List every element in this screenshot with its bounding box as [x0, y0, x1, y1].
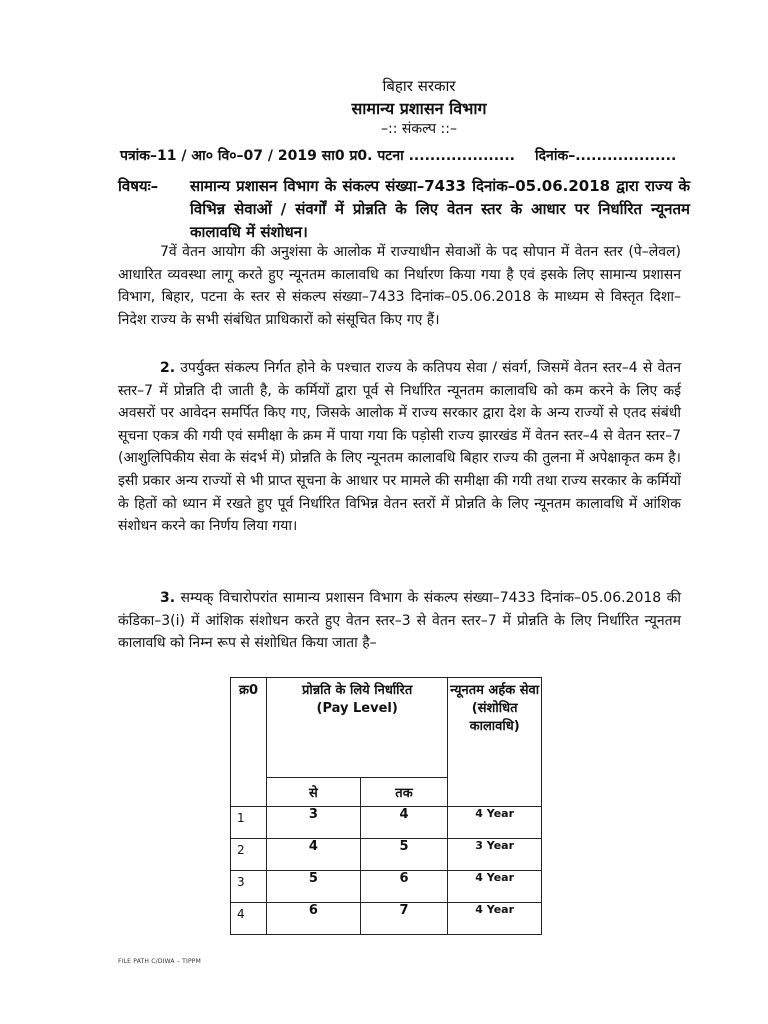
col-header-pay-level-sub: (Pay Level): [316, 701, 398, 716]
table-row: [231, 871, 542, 903]
paragraph-3-number: 3.: [160, 590, 176, 606]
col-header-qualifying-service: न्यूनतम अर्हक सेवा (संशोधित कालावधि): [448, 678, 542, 807]
row-years: 3 Year: [448, 839, 542, 871]
department-name: सामान्य प्रशासन विभाग: [351, 99, 487, 118]
row-to-level: 7: [360, 903, 448, 935]
reference-date: दिनांक–...................: [535, 148, 677, 164]
row-from-level: 6: [267, 903, 361, 935]
row-serial: 1: [231, 807, 267, 839]
subject-text: सामान्य प्रशासन विभाग के संकल्प संख्या–7433 दिनांक–05.06.2018 द्वारा राज्य के विभिन्न सेवाओं / संवर्गों में प्रोन्नति के लिए वेतन स्तर के आधार पर निर्धारित न्यूनतम कालावधि में संशोधन।: [190, 177, 690, 241]
resolution-heading: –:: संकल्प ::–: [381, 121, 457, 137]
col-header-from: से: [267, 778, 361, 807]
government-name: बिहार सरकार: [382, 77, 456, 95]
table-row: [231, 839, 542, 871]
paragraph-2: [118, 357, 681, 538]
col-header-pay-level: [267, 678, 448, 778]
row-serial: 3: [231, 871, 267, 903]
col-header-to: तक: [360, 778, 448, 807]
col-header-pay-level-title: प्रोन्नति के लिये निर्धारित: [302, 683, 413, 698]
row-serial: 4: [231, 903, 267, 935]
file-path-footer: FILE PATH C/DIWA – TIPPM: [118, 958, 201, 965]
promotion-period-table: [230, 677, 542, 935]
paragraph-1: 7वें वेतन आयोग की अनुशंसा के आलोक में राज्याधीन सेवाओं के पद सोपान में वेतन स्तर (पे–लेवल) आधारित व्यवस्था लागू करते हुए न्यूनतम कालावधि का निर्धारण किया गया है एवं इसके लिए सामान्य प्रशासन विभाग, बिहार, पटना के स्तर से संकल्प संख्या–7433 दिनांक–05.06.2018 के माध्यम से विस्तृत दिशा–निदेश राज्य के सभी संबंधित प्राधिकारों को संसूचित किए गए हैं।: [118, 244, 681, 328]
row-years: 4 Year: [448, 871, 542, 903]
row-to-level: 6: [360, 871, 448, 903]
row-serial: 2: [231, 839, 267, 871]
reference-line: [120, 146, 700, 165]
paragraph-3-text: सम्यक् विचारोपरांत सामान्य प्रशासन विभाग के संकल्प संख्या–7433 दिनांक–05.06.2018 की कंडिका–3(i) में आंशिक संशोधन करते हुए वेतन स्तर–3 से वेतन स्तर–7 में प्रोन्नति के लिए निर्धारित न्यूनतम कालावधि को निम्न रूप से संशोधित किया जाता है–: [118, 590, 681, 652]
paragraph-3: [118, 587, 681, 655]
row-to-level: 5: [360, 839, 448, 871]
row-years: 4 Year: [448, 807, 542, 839]
col-header-serial: क्र0: [231, 678, 267, 807]
table-row: [231, 807, 542, 839]
row-years: 4 Year: [448, 903, 542, 935]
row-from-level: 5: [267, 871, 361, 903]
row-from-level: 3: [267, 807, 361, 839]
paragraph-2-text: उपर्युक्त संकल्प निर्गत होने के पश्चात राज्य के कतिपय सेवा / संवर्ग, जिसमें वेतन स्तर–4 से वेतन स्तर–7 में प्रोन्नति दी जाती है, के कर्मियों द्वारा पूर्व से निर्धारित न्यूनतम कालावधि को कम करने के लिए कई अवसरों पर आवेदन समर्पित किए गए, जिसके आलोक में राज्य सरकार द्वारा देश के अन्य राज्यों से एतद संबंधी सूचना एकत्र की गयी एवं समीक्षा के क्रम में पाया गया कि पड़ोसी राज्य झारखंड में वेतन स्तर–4 से वेतन स्तर–7 (आशुलिपिकीय सेवा के संदर्भ में) प्रोन्नति के लिए न्यूनतम कालावधि बिहार राज्य की तुलना में अपेक्षाकृत कम है। इसी प्रकार अन्य राज्यों से भी प्राप्त सूचना के आधार पर मामले की समीक्षा की गयी तथा राज्य सरकार के कर्मियों के हितों को ध्यान में रखते हुए पूर्व निर्धारित विभिन्न वेतन स्तरों में प्रोन्नति के लिए न्यूनतम कालावधि में आंशिक संशोधन करने का निर्णय लिया गया।: [118, 360, 681, 535]
table-row: [231, 903, 542, 935]
row-from-level: 4: [267, 839, 361, 871]
subject-label: विषयः–: [118, 177, 159, 195]
paragraph-2-number: 2.: [160, 360, 176, 376]
reference-number: पत्रांक–11 / आ० वि०–07 / 2019 सा0 प्र0. पटना ....................: [120, 148, 515, 164]
row-to-level: 4: [360, 807, 448, 839]
